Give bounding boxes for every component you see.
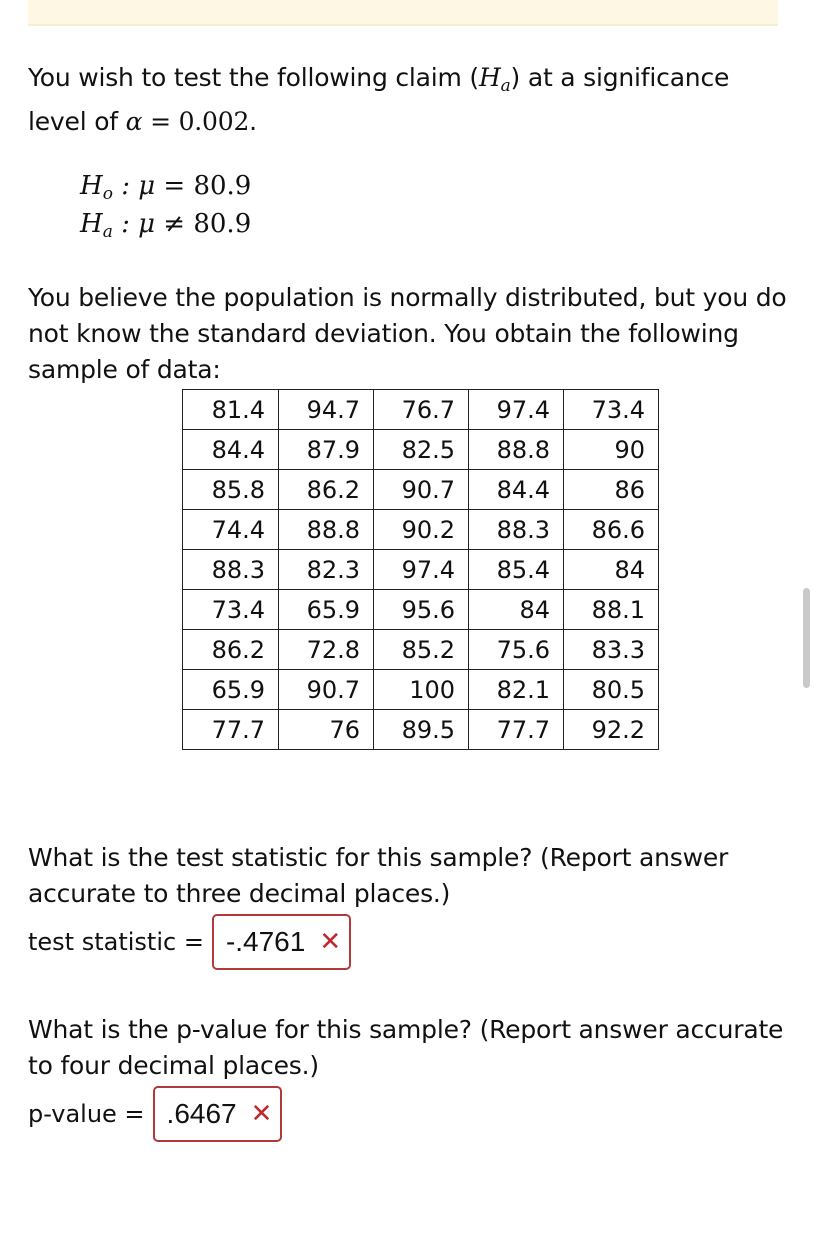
ha-hyp-symbol: H (80, 209, 103, 239)
intro-text-after: ) at a significance level of (28, 63, 730, 136)
table-cell: 90.7 (279, 670, 374, 710)
table-cell: 89.5 (374, 710, 469, 750)
table-cell: 100 (374, 670, 469, 710)
intro-period: . (249, 107, 257, 136)
table-cell: 76 (279, 710, 374, 750)
table-cell: 88.8 (279, 510, 374, 550)
top-banner (28, 0, 778, 26)
table-row (183, 430, 659, 470)
table-row (183, 510, 659, 550)
table-cell: 94.7 (279, 390, 374, 430)
table-cell: 77.7 (469, 710, 564, 750)
test-statistic-value: -.4761 (225, 926, 306, 957)
description-paragraph: You believe the population is normally distributed, but you do not know the standard deviation. You obtain the following sample of data: (28, 283, 787, 384)
table-cell: 75.6 (469, 630, 564, 670)
table-cell: 87.9 (279, 430, 374, 470)
alpha-equals: = (142, 107, 179, 136)
table-cell: 84.4 (183, 430, 279, 470)
table-row (183, 390, 659, 430)
intro-text-before: You wish to test the following claim ( (28, 63, 479, 92)
table-cell: 76.7 (374, 390, 469, 430)
p-value-input[interactable] (153, 1086, 283, 1142)
test-statistic-label: test statistic = (28, 928, 204, 956)
table-cell: 88.3 (469, 510, 564, 550)
h0-symbol: H (80, 171, 103, 201)
table-cell: 85.8 (183, 470, 279, 510)
table-row (183, 710, 659, 750)
sample-data-table (182, 389, 659, 750)
table-cell: 83.3 (564, 630, 659, 670)
table-cell: 90.7 (374, 470, 469, 510)
table-cell: 88.8 (469, 430, 564, 470)
table-cell: 90.2 (374, 510, 469, 550)
table-row (183, 630, 659, 670)
intro-paragraph (28, 60, 788, 140)
table-cell: 88.1 (564, 590, 659, 630)
table-cell: 81.4 (183, 390, 279, 430)
ha-hyp-subscript: a (102, 222, 113, 242)
table-cell: 86 (564, 470, 659, 510)
table-cell: 85.4 (469, 550, 564, 590)
table-cell: 85.2 (374, 630, 469, 670)
incorrect-x-icon: ✕ (250, 1099, 273, 1129)
table-row (183, 670, 659, 710)
table-cell: 95.6 (374, 590, 469, 630)
test-statistic-row (28, 914, 351, 970)
p-value-label: p-value = (28, 1100, 145, 1128)
h0-relation: : μ = (112, 171, 194, 201)
table-row (183, 590, 659, 630)
table-cell: 97.4 (469, 390, 564, 430)
table-cell: 84 (469, 590, 564, 630)
table-cell: 72.8 (279, 630, 374, 670)
alpha-symbol: α (125, 107, 143, 136)
table-cell: 73.4 (183, 590, 279, 630)
ha-value: 80.9 (193, 209, 252, 239)
h0-value: 80.9 (193, 171, 252, 201)
ha-relation: : μ ≠ (112, 209, 194, 239)
table-cell: 74.4 (183, 510, 279, 550)
table-cell: 80.5 (564, 670, 659, 710)
incorrect-x-icon: ✕ (319, 927, 342, 957)
alpha-value: 0.002 (178, 107, 250, 136)
ha-subscript: a (500, 76, 511, 96)
table-cell: 82.3 (279, 550, 374, 590)
table-cell: 77.7 (183, 710, 279, 750)
ha-symbol: H (478, 63, 501, 92)
table-cell: 82.5 (374, 430, 469, 470)
test-statistic-question: What is the test statistic for this sample? (Report answer accurate to three decimal places.) (28, 843, 729, 908)
p-value-question: What is the p-value for this sample? (Report answer accurate to four decimal places.) (28, 1015, 784, 1080)
table-cell: 86.2 (279, 470, 374, 510)
table-cell: 86.2 (183, 630, 279, 670)
table-cell: 73.4 (564, 390, 659, 430)
table-row (183, 470, 659, 510)
table-cell: 65.9 (183, 670, 279, 710)
p-value-row (28, 1086, 282, 1142)
table-cell: 90 (564, 430, 659, 470)
table-cell: 65.9 (279, 590, 374, 630)
h0-subscript: o (102, 184, 113, 204)
table-cell: 84 (564, 550, 659, 590)
table-cell: 84.4 (469, 470, 564, 510)
alternative-hypothesis (80, 206, 251, 250)
table-row (183, 550, 659, 590)
table-cell: 97.4 (374, 550, 469, 590)
table-cell: 88.3 (183, 550, 279, 590)
vertical-scrollbar[interactable] (803, 588, 810, 688)
table-cell: 86.6 (564, 510, 659, 550)
p-value-value: .6467 (166, 1098, 237, 1129)
table-cell: 92.2 (564, 710, 659, 750)
test-statistic-input[interactable] (212, 914, 351, 970)
table-cell: 82.1 (469, 670, 564, 710)
